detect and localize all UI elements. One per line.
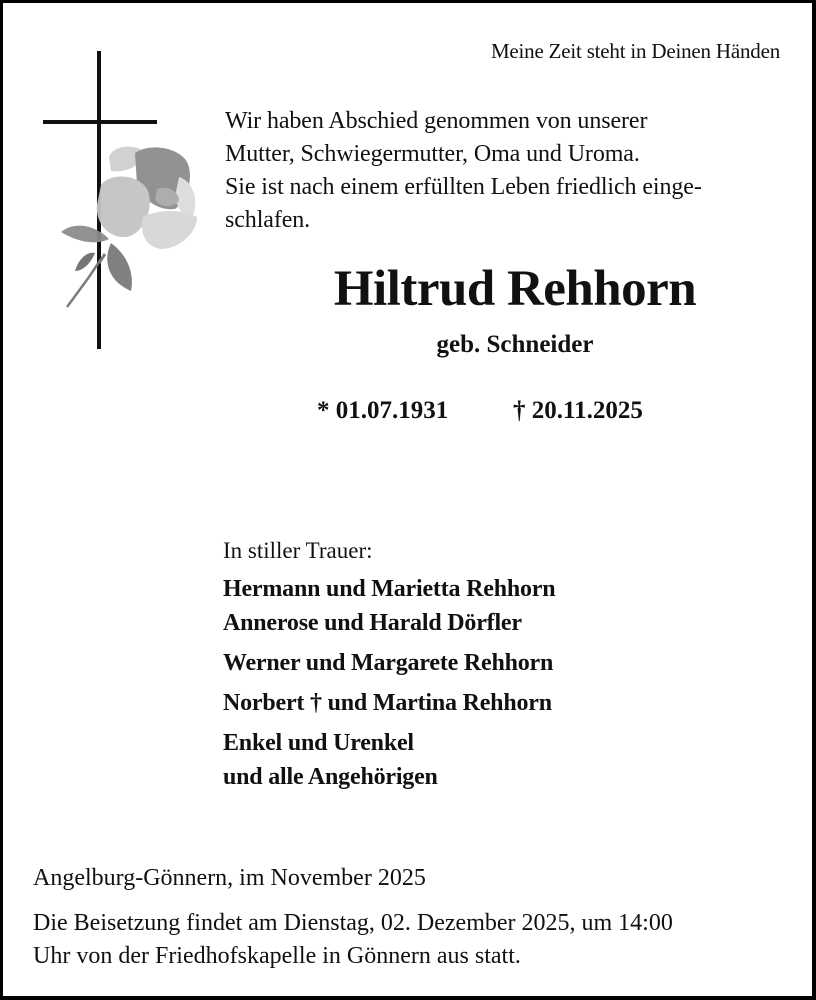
mourner-group — [223, 646, 555, 680]
rose-icon — [61, 147, 197, 307]
mourners-list — [223, 572, 555, 800]
mourner-group — [223, 726, 555, 794]
motto: Meine Zeit steht in Deinen Händen — [490, 39, 780, 63]
intro-text — [225, 105, 805, 237]
place-and-date: Angelburg-Gönnern, im November 2025 — [33, 865, 426, 891]
intro-line: Sie ist nach einem erfüllten Leben friedlich einge- — [225, 174, 702, 200]
intro-line: Wir haben Abschied genommen von unserer — [225, 108, 648, 134]
mourner-line: Norbert † und Martina Rehhorn — [223, 690, 552, 716]
funeral-line: Die Beisetzung findet am Dienstag, 02. Dezember 2025, um 14:00 — [33, 910, 673, 936]
mourner-line: Annerose und Harald Dörfler — [223, 610, 522, 636]
mourner-line: Enkel und Urenkel — [223, 730, 414, 756]
mourner-group — [223, 572, 555, 640]
funeral-info — [33, 907, 803, 973]
mourner-line: und alle Angehörigen — [223, 764, 438, 790]
maiden-name: geb. Schneider — [436, 331, 594, 358]
cross-icon — [39, 49, 209, 353]
mourning-label: In stiller Trauer: — [223, 538, 373, 563]
deceased-name: Hiltrud Rehhorn — [333, 261, 697, 317]
birth-date: * 01.07.1931 — [317, 397, 449, 424]
intro-line: Mutter, Schwiegermutter, Oma und Uroma. — [225, 141, 640, 167]
death-date: † 20.11.2025 — [513, 397, 643, 424]
mourner-line: Hermann und Marietta Rehhorn — [223, 576, 556, 602]
mourner-group — [223, 686, 555, 720]
intro-line: schlafen. — [225, 207, 311, 233]
mourner-line: Werner und Margarete Rehhorn — [223, 650, 554, 676]
cross-and-rose-emblem — [39, 49, 209, 353]
funeral-line: Uhr von der Friedhofskapelle in Gönnern aus statt. — [33, 943, 521, 969]
